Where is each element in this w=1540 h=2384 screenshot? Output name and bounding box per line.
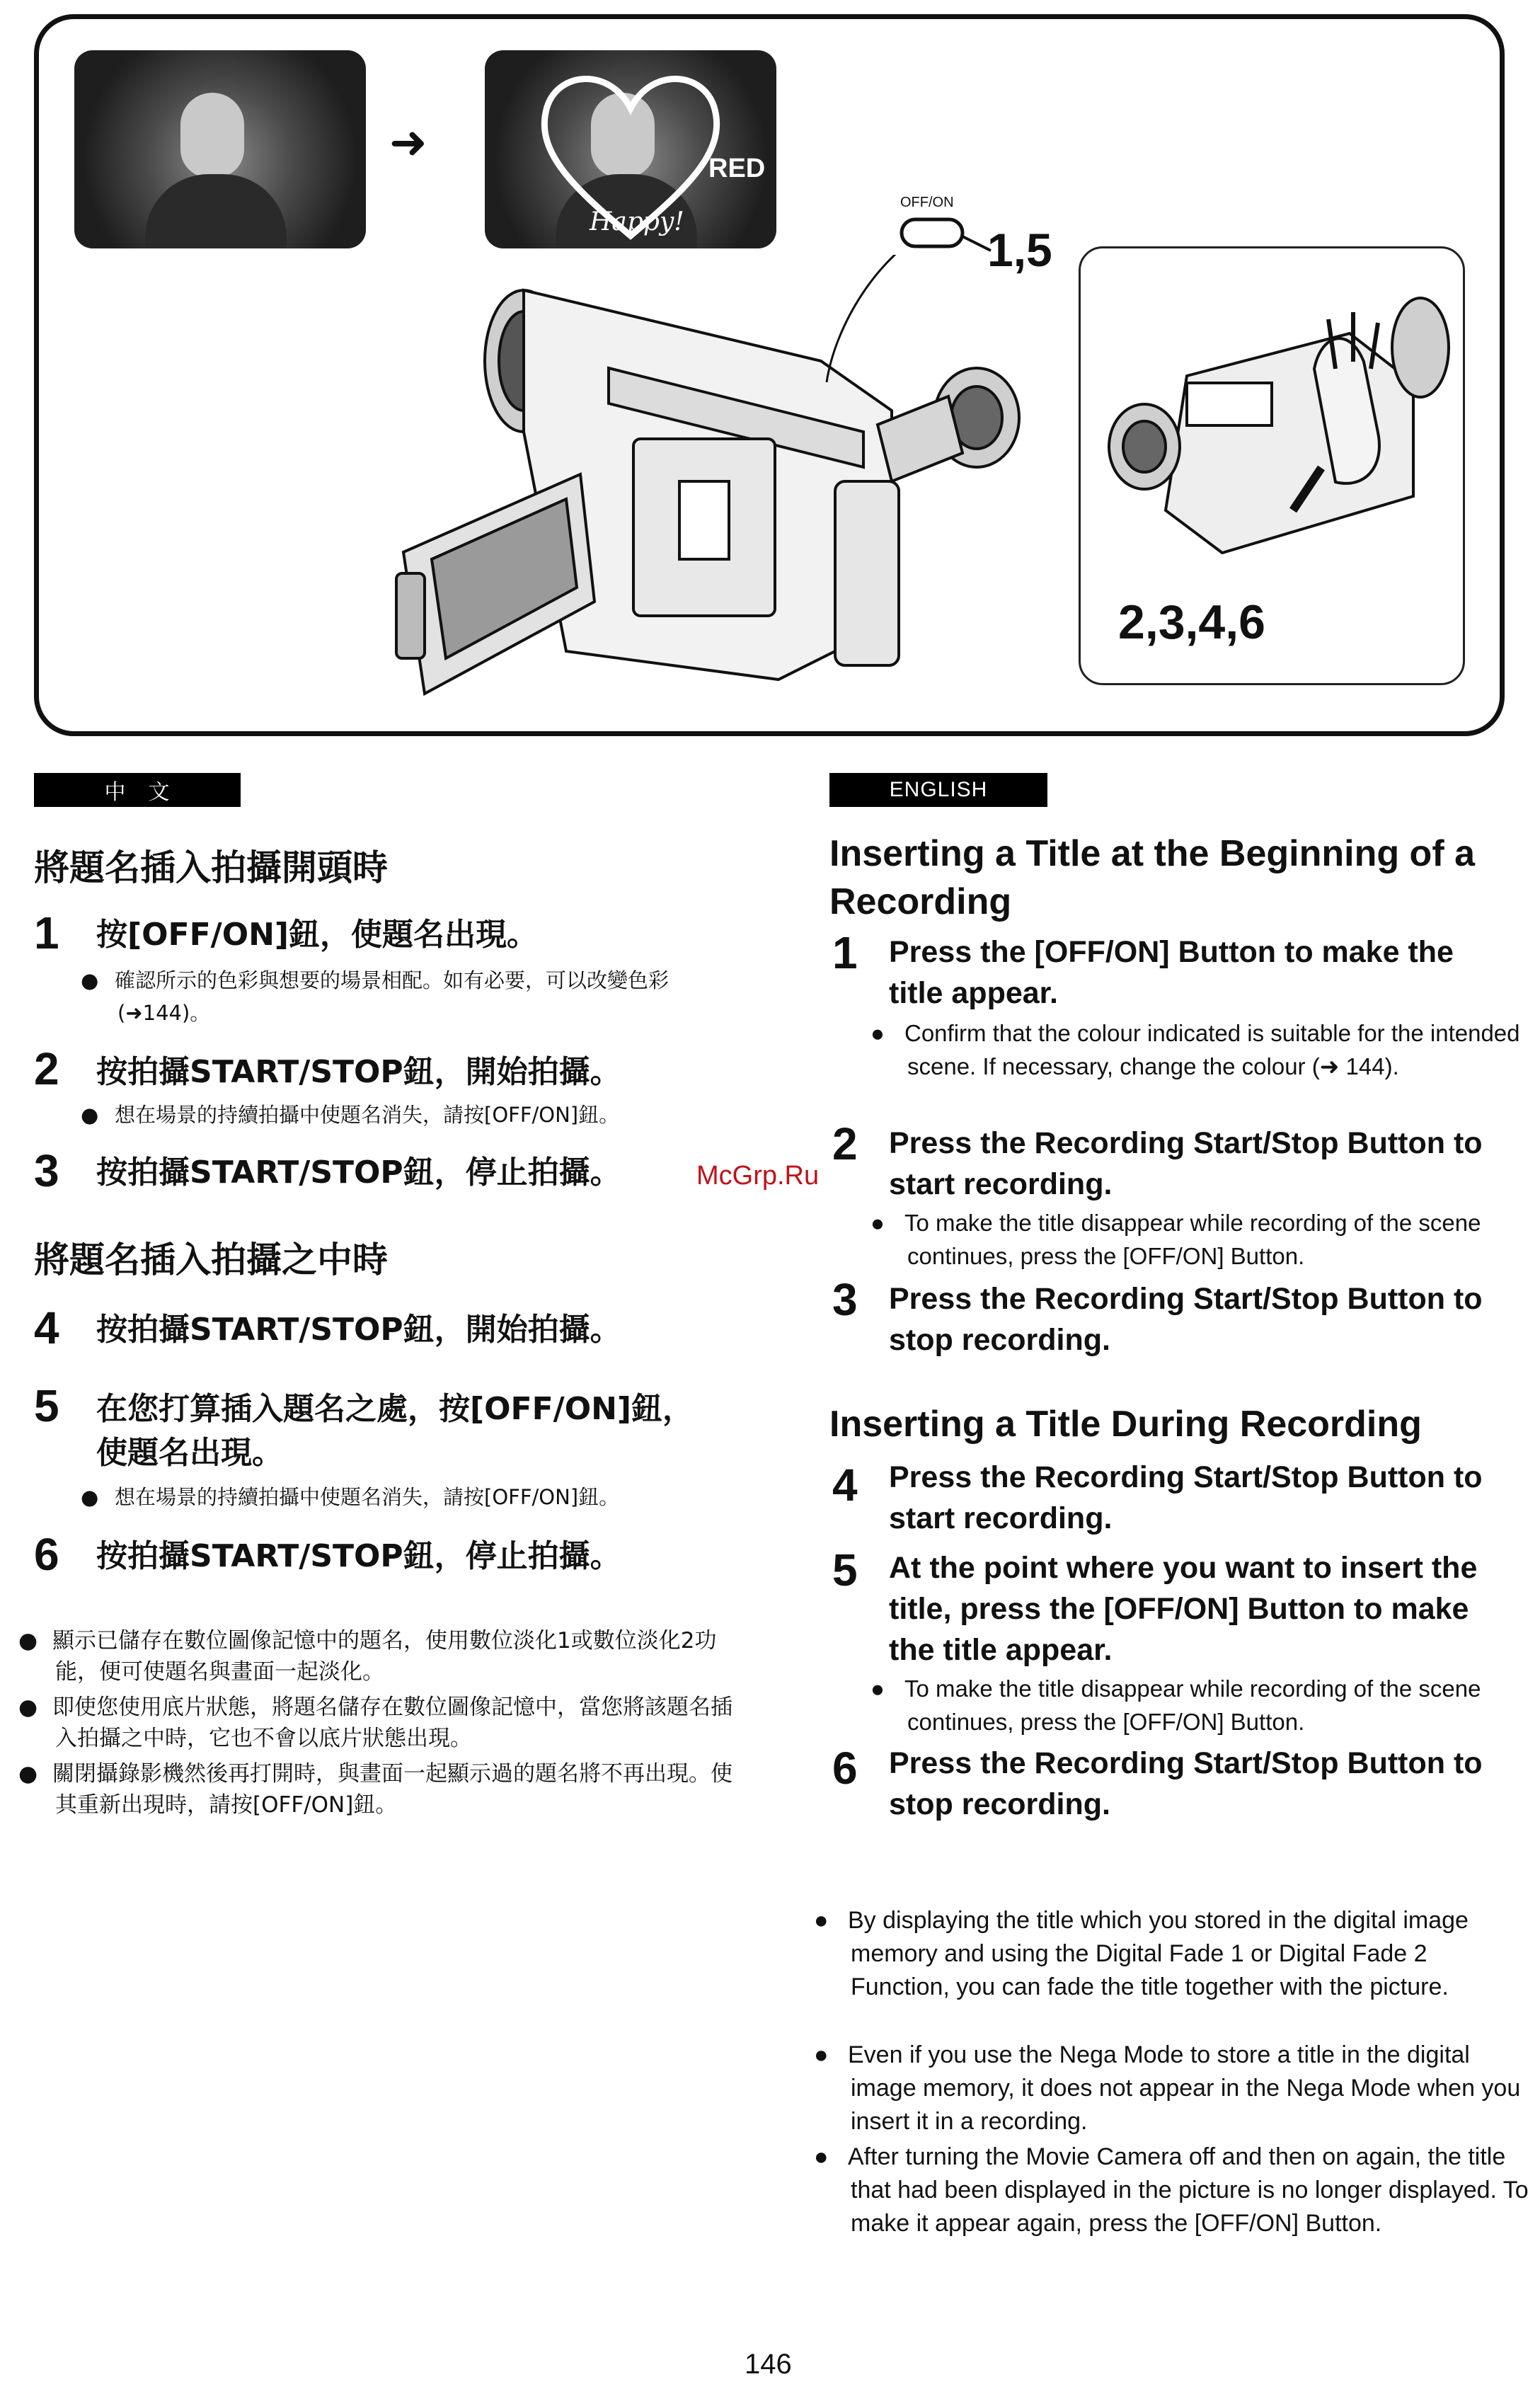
english-section-tag: ENGLISH [829,773,1047,807]
zh-step-4-number: 4 [34,1302,59,1353]
zh-step-1-text: 按[OFF/ON]鈕，使題名出現。 [96,917,539,953]
zh-step-5-text: 在您打算插入題名之處，按[OFF/ON]鈕，使題名出現。 [96,1391,694,1471]
camcorder-illustration [382,255,1076,722]
en-step-6-number: 6 [832,1743,858,1794]
en-step-5-text: At the point where you want to insert the title, press the [OFF/ON] Button to make the title appear. [889,1551,1478,1667]
en-step-5-number: 5 [832,1545,858,1595]
before-title-photo [74,50,366,248]
watermark: McGrp.Ru [696,1161,820,1191]
arrow-right-icon: ➜ [389,117,427,169]
zh-heading-during: 將題名插入拍攝之中時 [34,1239,388,1280]
zh-step-6-number: 6 [34,1529,59,1580]
zh-note-3: ● 關閉攝錄影機然後再打開時，與畫面一起顯示過的題名將不再出現。使其重新出現時，請按[OFF/ON]鈕。 [18,1761,732,1818]
en-step-1-note: ● Confirm that the colour indicated is suitable for the intended scene. If necessary, change the colour (➜ 144). [870,1020,1520,1079]
zh-step-3-number: 3 [34,1145,59,1196]
en-step-4-text: Press the Recording Start/Stop Button to start recording. [889,1460,1483,1535]
offon-button-label: OFF/ON [900,195,954,210]
en-heading-during: Inserting a Title During Recording [829,1404,1422,1445]
en-heading-beginning: Inserting a Title at the Beginning of a Recording [829,833,1476,922]
zh-step-1-note: ● 確認所示的色彩與想要的場景相配。如有必要，可以改變色彩(➜144)。 [81,968,670,1025]
en-step-1-number: 1 [832,927,858,978]
after-title-photo [485,50,776,248]
zh-step-3-text: 按拍攝START/STOP鈕，停止拍攝。 [96,1154,621,1191]
zh-step-4-text: 按拍攝START/STOP鈕，開始拍攝。 [96,1312,621,1348]
step-reference-2-3-4-6: 2,3,4,6 [1118,595,1265,649]
zh-step-2-number: 2 [34,1043,59,1094]
zh-note-2: ● 即使您使用底片狀態，將題名儲存在數位圖像記憶中，當您將該題名插入拍攝之中時，它也不會以底片狀態出現。 [18,1695,732,1751]
step-reference-1-5: 1,5 [987,224,1052,276]
zh-heading-beginning: 將題名插入拍攝開頭時 [34,847,388,888]
zh-note-1: ● 顯示已儲存在數位圖像記憶中的題名，使用數位淡化1或數位淡化2功能，便可使題名與畫面一起淡化。 [18,1628,717,1685]
zh-step-5-note: ● 想在場景的持續拍攝中使題名消失，請按[OFF/ON]鈕。 [81,1485,620,1509]
en-step-2-number: 2 [832,1118,858,1169]
en-step-3-number: 3 [832,1274,858,1325]
title-color-label: RED [708,154,766,183]
en-step-5-note: ● To make the title disappear while recording of the scene continues, press the [OFF/ON] Button. [870,1675,1481,1735]
en-note-1: ● By displaying the title which you stored in the digital image memory and using the Digital Fade 1 or Digital Fade 2 Function, you can fade the title together with the picture. [814,1907,1469,2000]
en-step-2-text: Press the Recording Start/Stop Button to start recording. [889,1126,1483,1201]
en-note-2: ● Even if you use the Nega Mode to store a title in the digital image memory, it does not appear in the Nega Mode when you insert it in a recording. [814,2041,1521,2135]
zh-step-5-number: 5 [34,1380,59,1431]
chinese-section-tag: 中 文 [34,773,241,807]
en-step-6-text: Press the Recording Start/Stop Button to stop recording. [889,1746,1483,1821]
en-step-3-text: Press the Recording Start/Stop Button to stop recording. [889,1282,1483,1357]
en-step-2-note: ● To make the title disappear while recording of the scene continues, press the [OFF/ON] Button. [870,1210,1481,1269]
zh-step-1-number: 1 [34,907,59,958]
zh-step-2-note: ● 想在場景的持續拍攝中使題名消失，請按[OFF/ON]鈕。 [81,1103,620,1127]
en-note-3: ● After turning the Movie Camera off and then on again, the title that had been displayed in the picture is no longer displayed. To make it appear again, press the [OFF/ON] Button. [814,2143,1529,2237]
en-step-4-number: 4 [832,1460,858,1511]
title-word: Happy! [590,207,684,236]
zh-step-2-text: 按拍攝START/STOP鈕，開始拍攝。 [96,1054,621,1090]
en-step-1-text: Press the [OFF/ON] Button to make the title appear. [889,935,1454,1010]
hand-on-grip-illustration [1081,256,1463,595]
zh-step-6-text: 按拍攝START/STOP鈕，停止拍攝。 [96,1538,621,1574]
page-number: 146 [745,2349,792,2380]
